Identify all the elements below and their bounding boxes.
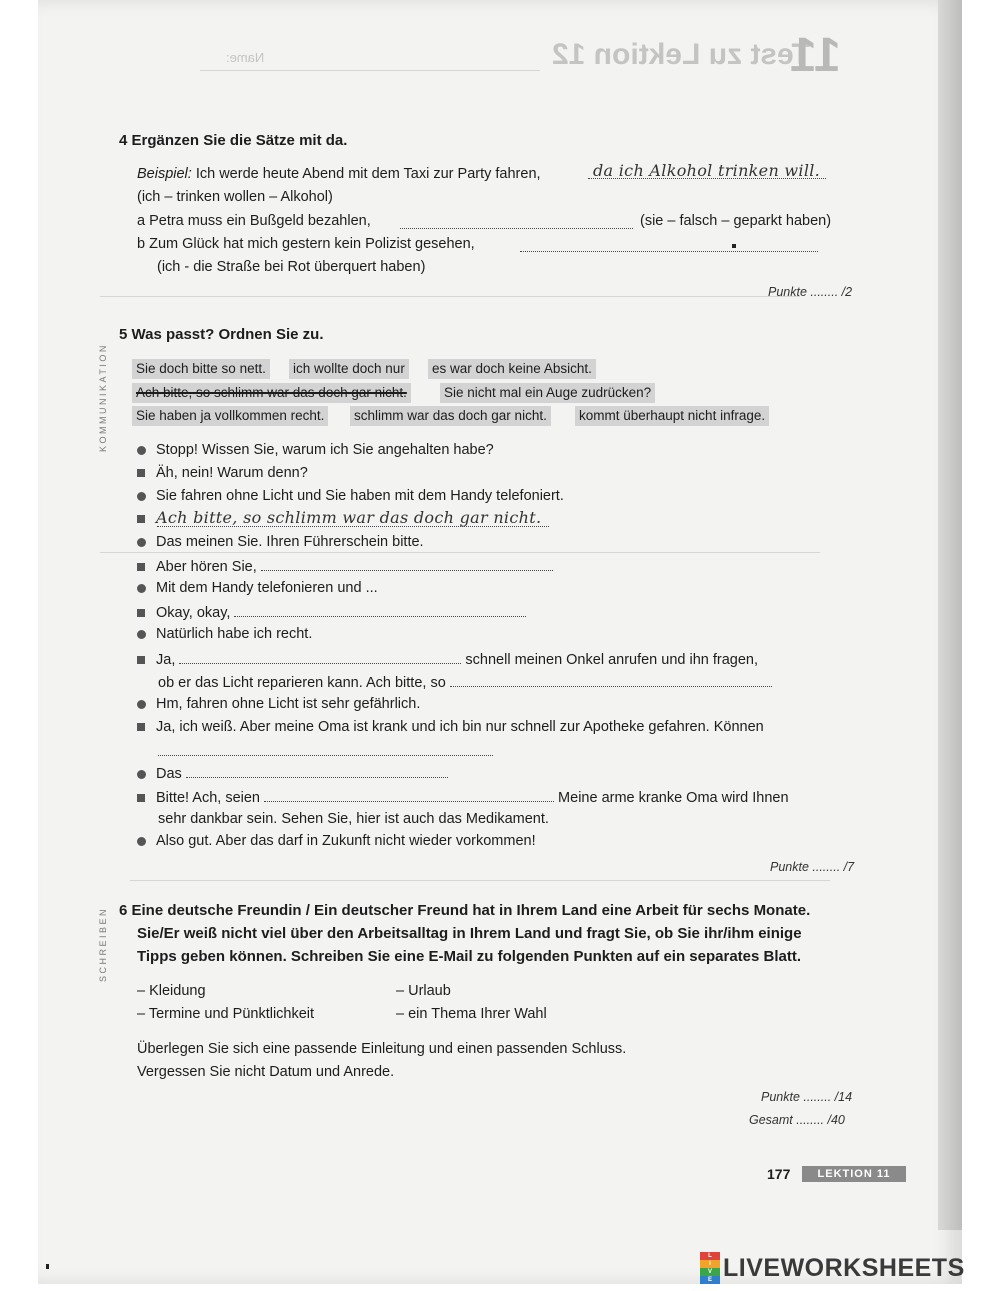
driver-bullet-icon (137, 563, 145, 571)
dialogue-answer-line-4 (157, 512, 549, 527)
section6-heading-line-3: Tipps geben können. Schreiben Sie eine E-Mail zu folgenden Punkten auf ein separates Blatt. (137, 948, 802, 965)
dialogue-line-14: Bitte! Ach, seien Meine arme kranke Oma wird Ihnen (137, 787, 789, 807)
closing-line-1: Überlegen Sie sich eine passende Einleitung und einen passenden Schluss. (137, 1041, 627, 1057)
section6-heading-line-2: Sie/Er weiß nicht viel über den Arbeitsalltag in Ihrem Land und fragt Sie, ob Sie ihr/ihm einige (137, 925, 802, 942)
driver-bullet-icon (137, 609, 145, 617)
page-number: 177 (767, 1166, 791, 1182)
handwritten-answer: Ach bitte, so schlimm war das doch gar nicht. (156, 508, 542, 527)
dialogue-line-9: Natürlich habe ich recht. (137, 625, 312, 643)
driver-bullet-icon (137, 794, 145, 802)
item-b-answer-field[interactable] (520, 237, 818, 252)
phrase-chip-8[interactable]: kommt überhaupt nicht infrage. (575, 406, 769, 426)
bleed-line (130, 880, 830, 881)
example-text: Ich werde heute Abend mit dem Taxi zur Party fahren, (195, 166, 541, 182)
driver-bullet-icon (137, 656, 145, 664)
police-bullet-icon (137, 770, 146, 779)
dialogue-line-8: Okay, okay, (137, 602, 526, 622)
answer-field-12b[interactable] (158, 741, 493, 756)
section5-side-label: KOMMUNIKATION (98, 343, 108, 452)
point-vacation: – Urlaub (396, 983, 451, 999)
section6-side-label: SCHREIBEN (98, 906, 108, 982)
point-clothing: – Kleidung (137, 983, 206, 999)
dialogue-line-14b: sehr dankbar sein. Sehen Sie, hier ist auch das Medikament. (158, 811, 549, 827)
item-a-answer-field[interactable] (400, 214, 633, 229)
item-a-text: a Petra muss ein Bußgeld bezahlen, (137, 213, 371, 229)
dialogue-line-5: Das meinen Sie. Ihren Führerschein bitte. (137, 533, 424, 551)
liveworksheets-logo (700, 1252, 965, 1284)
closing-line-2: Vergessen Sie nicht Datum und Anrede. (137, 1064, 395, 1080)
phrase-chip-2[interactable]: ich wollte doch nur (289, 359, 409, 379)
watermark-text: LIVEWORKSHEETS (723, 1253, 965, 1282)
section4-points: Punkte ........ /2 (768, 285, 853, 299)
item-b-hint: (ich - die Straße bei Rot überquert haben) (157, 259, 426, 275)
section5-points: Punkte ........ /7 (770, 860, 855, 874)
bleed-lesson-number: 11 (790, 29, 841, 82)
answer-field-10[interactable] (179, 649, 461, 664)
item-b-text: b Zum Glück hat mich gestern kein Polizist gesehen, (137, 236, 475, 252)
section6-points: Punkte ........ /14 (761, 1090, 853, 1104)
police-bullet-icon (137, 584, 146, 593)
dialogue-line-7: Mit dem Handy telefonieren und ... (137, 579, 378, 597)
dialogue-line-6: Aber hören Sie, (137, 556, 553, 576)
answer-field-13[interactable] (186, 763, 448, 778)
example-answer-line (588, 161, 826, 180)
dialogue-line-2: Äh, nein! Warum denn? (137, 464, 308, 482)
answer-field-10b[interactable] (450, 672, 772, 687)
page-edge-shadow (938, 0, 962, 1230)
example-label: Beispiel: (137, 166, 192, 182)
scan-speck (46, 1264, 49, 1269)
example-answer: da ich Alkohol trinken will. (593, 161, 821, 180)
police-bullet-icon (137, 630, 146, 639)
bleed-title: Test zu Lektion 12 (552, 38, 810, 71)
scan-speck (732, 244, 736, 248)
dialogue-line-11: Hm, fahren ohne Licht ist sehr gefährlich. (137, 695, 420, 713)
dialogue-line-10b: ob er das Licht reparieren kann. Ach bitte, so (158, 672, 772, 692)
phrase-chip-4-used[interactable]: Ach bitte, so schlimm war das doch gar nicht. (132, 383, 411, 403)
dialogue-line-12: Ja, ich weiß. Aber meine Oma ist krank und ich bin nur schnell zur Apotheke gefahren. Können (137, 718, 764, 736)
section5-heading: 5 Was passt? Ordnen Sie zu. (119, 326, 324, 343)
phrase-chip-6[interactable]: Sie haben ja vollkommen recht. (132, 406, 328, 426)
bleed-line (100, 296, 800, 297)
dialogue-line-10: Ja, schnell meinen Onkel anrufen und ihn fragen, (137, 649, 758, 669)
point-appointments: – Termine und Pünktlichkeit (137, 1006, 315, 1022)
phrase-chip-3[interactable]: es war doch keine Absicht. (428, 359, 596, 379)
item-a-hint: (sie – falsch – geparkt haben) (640, 213, 832, 229)
police-bullet-icon (137, 446, 146, 455)
answer-field-6[interactable] (261, 556, 553, 571)
dialogue-line-15: Also gut. Aber das darf in Zukunft nicht wieder vorkommen! (137, 832, 536, 850)
answer-field-14[interactable] (264, 787, 554, 802)
police-bullet-icon (137, 492, 146, 501)
answer-field-8[interactable] (234, 602, 526, 617)
point-own-topic: – ein Thema Ihrer Wahl (396, 1006, 547, 1022)
example-hint: (ich – trinken wollen – Alkohol) (137, 189, 333, 205)
phrase-chip-5[interactable]: Sie nicht mal ein Auge zudrücken? (440, 383, 655, 403)
section4-example (137, 165, 541, 183)
driver-bullet-icon (137, 515, 145, 523)
lesson-tab: LEKTION 11 (802, 1166, 906, 1182)
bleed-name-label: Name: (226, 50, 265, 65)
phrase-chip-1[interactable]: Sie doch bitte so nett. (132, 359, 270, 379)
total-points: Gesamt ........ /40 (749, 1113, 845, 1127)
phrase-chip-7[interactable]: schlimm war das doch gar nicht. (350, 406, 551, 426)
police-bullet-icon (137, 538, 146, 547)
driver-bullet-icon (137, 469, 145, 477)
logo-icon: L I V E (700, 1252, 720, 1284)
bleed-line (200, 70, 540, 71)
police-bullet-icon (137, 837, 146, 846)
section4-heading: 4 Ergänzen Sie die Sätze mit da. (119, 132, 348, 149)
dialogue-line-1: Stopp! Wissen Sie, warum ich Sie angehalten habe? (137, 441, 494, 459)
section6-heading-line-1: 6 Eine deutsche Freundin / Ein deutscher Freund hat in Ihrem Land eine Arbeit für sechs Monate. (119, 902, 811, 919)
driver-bullet-icon (137, 723, 145, 731)
dialogue-line-3: Sie fahren ohne Licht und Sie haben mit dem Handy telefoniert. (137, 487, 564, 505)
police-bullet-icon (137, 700, 146, 709)
bleed-line (100, 552, 820, 553)
dialogue-line-13: Das (137, 763, 448, 783)
